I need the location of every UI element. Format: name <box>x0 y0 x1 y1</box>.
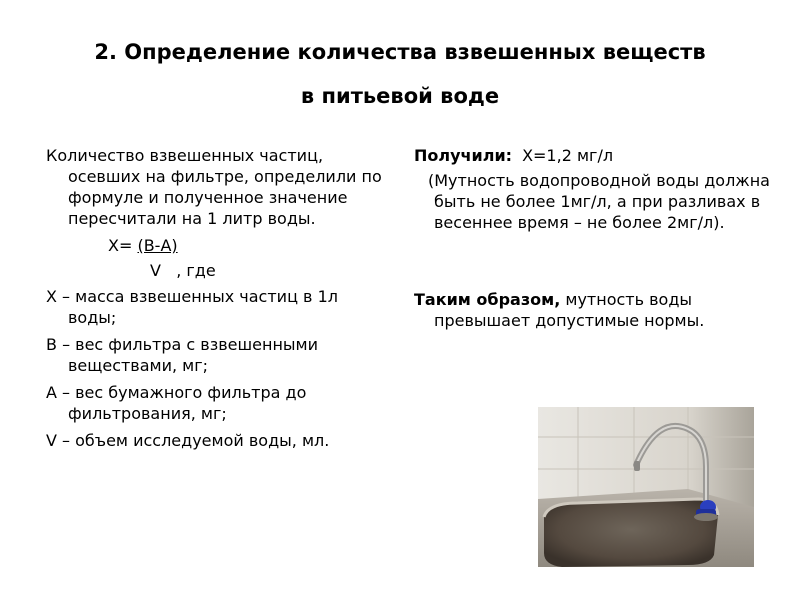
definition-x: Х – масса взвешенных частиц в 1л воды; <box>46 287 338 327</box>
formula-numerator-line <box>46 235 391 256</box>
formula-prefix: Х= <box>108 236 138 255</box>
title-text-1: Определение количества взвешенных веществ <box>124 40 706 64</box>
formula-denominator: V , где <box>150 261 216 280</box>
right-column <box>414 145 774 331</box>
result-value: Х=1,2 мг/л <box>522 146 614 165</box>
left-column <box>46 145 391 457</box>
conclusion <box>414 289 774 331</box>
formula-numerator: (В-А) <box>137 236 178 255</box>
conclusion-text: мутность воды превышает допустимые нормы. <box>434 290 705 330</box>
definition-v: V – объем исследуемой воды, мл. <box>46 431 330 450</box>
definition-a: А – вес бумажного фильтра до фильтрования, мг; <box>46 383 307 423</box>
definition-b: В – вес фильтра с взвешенными веществами, мг; <box>46 335 319 375</box>
faucet-sink-image <box>538 407 754 567</box>
faucet-sink-photo <box>538 407 754 567</box>
result-line <box>414 145 774 166</box>
formula <box>46 235 391 281</box>
intro-paragraph: Количество взвешенных частиц, осевших на фильтре, определили по формуле и полученное значение пересчитали на 1 литр воды. <box>46 146 382 228</box>
slide-title <box>0 30 800 118</box>
result-label: Получили: <box>414 146 513 165</box>
title-line-1 <box>0 30 800 74</box>
title-line-2: в питьевой воде <box>300 84 500 108</box>
norm-note: (Мутность водопроводной воды должна быть не более 1мг/л, а при разливах в весеннее время – не более 2мг/л). <box>428 171 770 232</box>
conclusion-label: Таким образом, <box>414 290 561 309</box>
title-number: 2. <box>94 40 117 64</box>
